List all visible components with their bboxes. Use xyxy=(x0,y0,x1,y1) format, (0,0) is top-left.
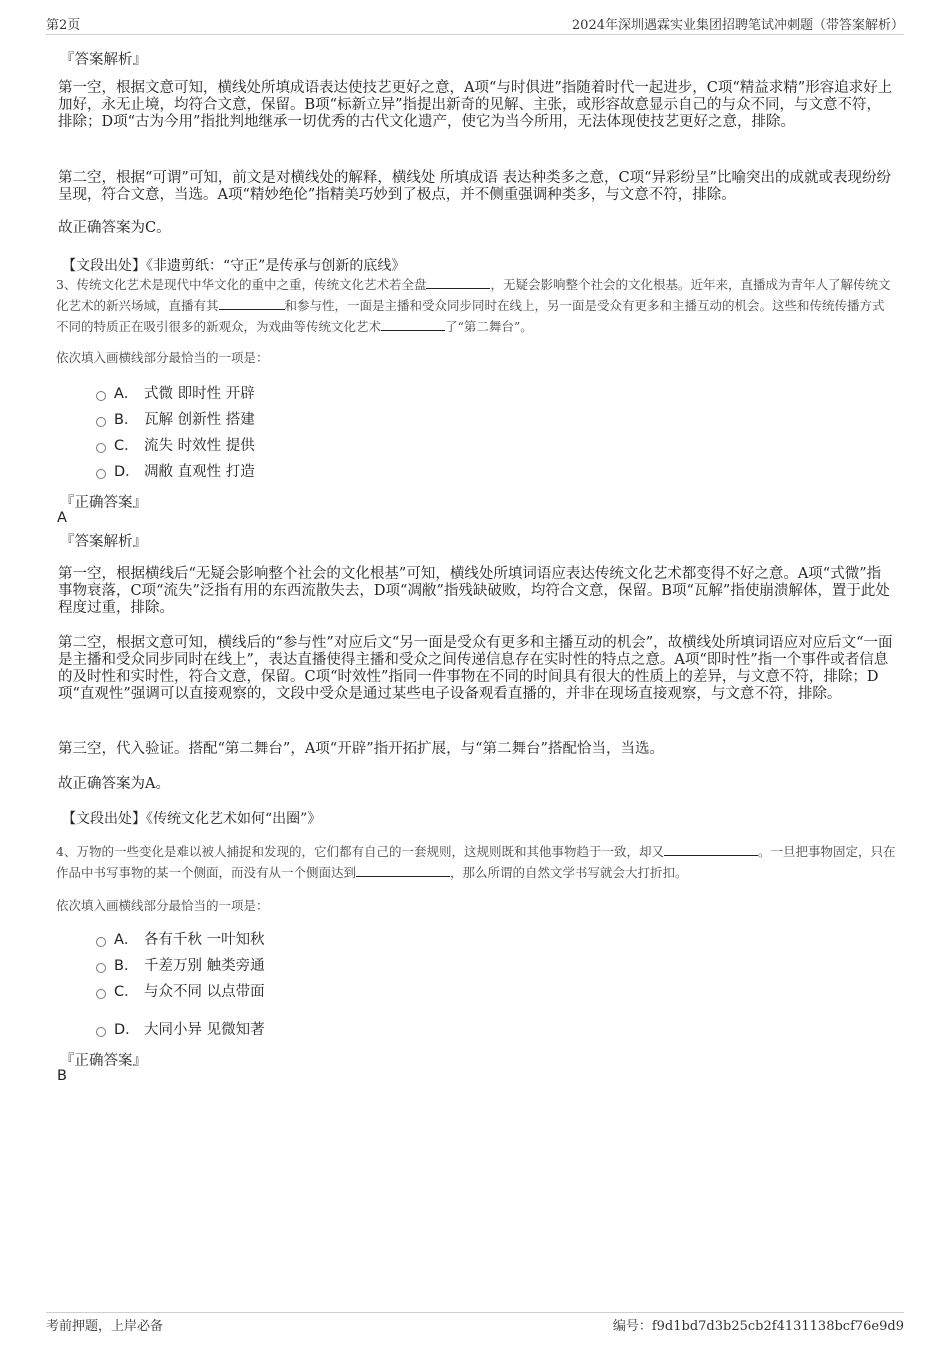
analysis-paragraph: 第二空，根据“可谓”可知，前文是对横线处的解释，横线处 所填成语 表达种类多之意，C项“异彩纷呈”比喻突出的成就或表现纷纷呈现，符合文意，当选。A项“精妙绝伦”指精美巧妙到了极点，并不侧重强调种类多，与文意不符，排除。 xyxy=(58,170,891,203)
question-stem: 4、万物的一些变化是难以被人捕捉和发现的，它们都有自己的一套规则，这规则既和其他事物趋于一致，却又 。一旦把事物固定，只在作品中书写事物的某一个侧面，而没有从一个侧面达到 ，那么所谓的自然文学书写就会大打折扣。 xyxy=(56,844,896,880)
option-d[interactable]: D． 大同小异 见微知著 xyxy=(96,1020,265,1040)
radio-icon[interactable] xyxy=(96,1027,106,1037)
option-d[interactable]: D． 凋敝 直观性 打造 xyxy=(96,462,255,482)
radio-icon[interactable] xyxy=(96,963,106,973)
analysis-label: 『答案解析』 xyxy=(60,534,147,550)
page-footer xyxy=(46,1312,904,1335)
analysis-conclusion: 故正确答案为A。 xyxy=(58,776,170,792)
option-a[interactable]: A． 式微 即时性 开辟 xyxy=(96,384,255,404)
option-b[interactable]: B． 千差万别 触类旁通 xyxy=(96,956,265,976)
page-number: 第2页 xyxy=(46,18,81,33)
analysis-paragraph: 第二空，根据文意可知，横线后的“参与性”对应后文“另一面是受众有更多和主播互动的机会”，故横线处所填词语应对应后文“一面是主播和受众同步同时在线上”，表达直播使得主播和受众之间传递信息存在实时性的特点之意。A项“即时性”指一个事件或者信息的及时性和实时性，符合文意，保留。C项“时效性”指同一件事物在不同的时间具有很大的性质上的差异，与文意不符，排除；D项“直观性”强调可以直接观察的，文段中受众是通过某些电子设备观看直播的，并非在现场直接观察，与文意不符，排除。 xyxy=(58,635,893,702)
passage-source: 【文段出处】《传统文化艺术如何“出圈”》 xyxy=(62,811,322,827)
analysis-conclusion: 故正确答案为C。 xyxy=(58,220,171,236)
document-title: 2024年深圳遇霖实业集团招聘笔试冲刺题（带答案解析） xyxy=(571,18,904,33)
radio-icon[interactable] xyxy=(96,417,106,427)
fill-blank xyxy=(381,318,445,331)
radio-icon[interactable] xyxy=(96,937,106,947)
fill-blank xyxy=(426,276,490,289)
radio-icon[interactable] xyxy=(96,989,106,999)
analysis-paragraph: 第一空，根据横线后“无疑会影响整个社会的文化根基”可知，横线处所填词语应表达传统文化艺术都变得不好之意。A项“式微”指事物衰落，C项“流失”泛指有用的东西流散失去，D项“凋敝”指残缺破败，均符合文意，保留。B项“瓦解”指使崩溃解体，置于此处程度过重，排除。 xyxy=(58,566,890,616)
option-c[interactable]: C． 与众不同 以点带面 xyxy=(96,982,265,1002)
radio-icon[interactable] xyxy=(96,469,106,479)
question-stem: 3、传统文化艺术是现代中华文化的重中之重，传统文化艺术若全盘 ，无疑会影响整个社会的文化根基。近年来，直播成为青年人了解传统文化艺术的新兴场域，直播有其 和参与性，一面是主播和受众同步同时在线上，另一面是受众有更多和主播互动的机会。这些和传统传播方式不同的特质正在吸引很多的新观众，为戏曲等传统文化艺术 了“第二舞台”。 xyxy=(56,277,891,334)
option-b[interactable]: B． 瓦解 创新性 搭建 xyxy=(96,410,255,430)
option-a[interactable]: A． 各有千秋 一叶知秋 xyxy=(96,930,265,950)
fill-blank xyxy=(356,864,450,877)
analysis-label: 『答案解析』 xyxy=(60,52,147,68)
correct-answer-label: 『正确答案』 xyxy=(60,495,147,511)
question-prompt: 依次填入画横线部分最恰当的一项是： xyxy=(56,898,269,913)
radio-icon[interactable] xyxy=(96,391,106,401)
correct-answer: A xyxy=(57,510,67,526)
option-c[interactable]: C． 流失 时效性 提供 xyxy=(96,436,255,456)
fill-blank xyxy=(219,297,285,310)
page-header xyxy=(46,12,904,35)
correct-answer: B xyxy=(57,1068,67,1084)
analysis-paragraph: 第一空，根据文意可知，横线处所填成语表达使技艺更好之意，A项“与时俱进”指随着时代一起进步，C项“精益求精”形容追求好上加好，永无止境，均符合文意，保留。B项“标新立异”指提出新奇的见解、主张，或形容故意显示自己的与众不同，与文意不符，排除；D项“古为今用”指批判地继承一切优秀的古代文化遗产，使它为当今所用，无法体现使技艺更好之意，排除。 xyxy=(58,80,893,130)
document-id: 编号：f9d1bd7d3b25cb2f4131138bcf76e9d9 xyxy=(612,1319,904,1334)
fill-blank xyxy=(664,843,758,856)
correct-answer-label: 『正确答案』 xyxy=(60,1053,147,1069)
question-prompt: 依次填入画横线部分最恰当的一项是： xyxy=(56,350,269,365)
footer-slogan: 考前押题，上岸必备 xyxy=(46,1319,164,1334)
radio-icon[interactable] xyxy=(96,443,106,453)
passage-source: 【文段出处】《非遗剪纸：“守正”是传承与创新的底线》 xyxy=(62,258,406,274)
analysis-paragraph: 第三空，代入验证。搭配“第二舞台”，A项“开辟”指开拓扩展，与“第二舞台”搭配恰当，当选。 xyxy=(58,741,664,757)
